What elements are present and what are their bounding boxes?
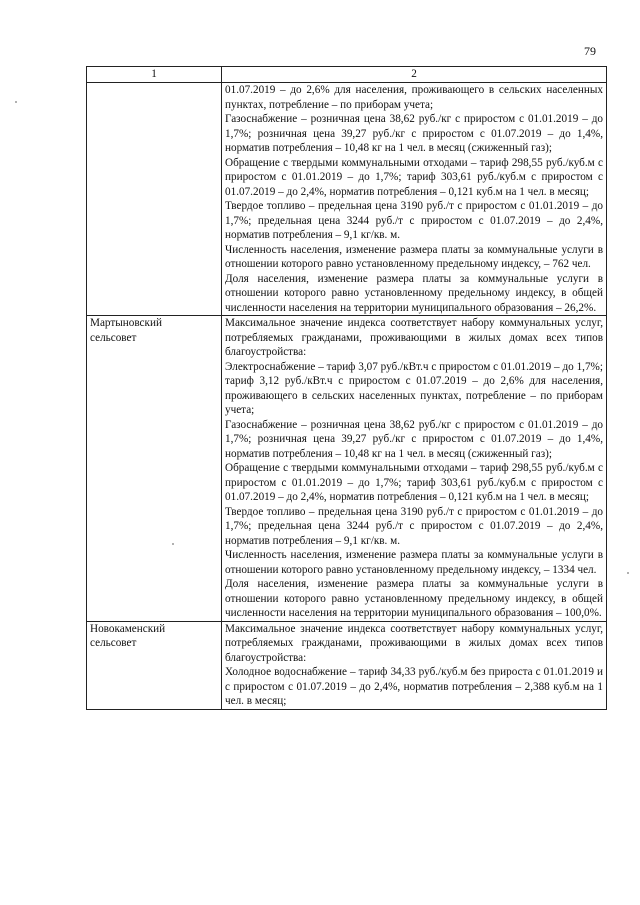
scan-speck xyxy=(627,572,629,574)
municipality-name-line: сельсовет xyxy=(90,331,137,344)
tariff-paragraph: Газоснабжение – розничная цена 38,62 руб./кг с приростом с 01.01.2019 – до 1,7%; розничная цена 39,27 руб./кг с приростом с 01.07.2019 – до 1,4%, норматив потребления – 10,48 кг на 1 чел. в месяц (сжиженный газ); xyxy=(225,113,603,154)
table-row xyxy=(87,621,607,709)
municipality-cell xyxy=(87,621,222,709)
municipality-name-line: сельсовет xyxy=(90,637,137,649)
tariff-description-cell xyxy=(222,316,607,622)
tariff-paragraph: Твердое топливо – предельная цена 3190 руб./т с приростом с 01.01.2019 – до 1,7%; предельная цена 3244 руб./т с приростом с 01.07.2019 – до 2,4%, норматив потребления – 9,1 кг/кв. м. xyxy=(225,200,603,241)
municipality-name-line: Новокаменский xyxy=(90,622,166,635)
table-row xyxy=(87,83,607,316)
column-header-1: 1 xyxy=(87,67,222,83)
municipality-cell xyxy=(87,83,222,316)
tariff-paragraph: Максимальное значение индекса соответствует набору коммунальных услуг, потребляемых гражданами, проживающими в жилых домах всех типов благоустройства: xyxy=(225,317,603,358)
tariff-paragraph: Обращение с твердыми коммунальными отходами – тариф 298,55 руб./куб.м с приростом с 01.01.2019 – до 1,7%; тариф 303,61 руб./куб.м с приростом с 01.07.2019 – до 2,4%, норматив потребления – 0,121 куб.м на 1 чел. в месяц; xyxy=(225,462,603,503)
column-header-2: 2 xyxy=(222,67,607,83)
tariff-description-cell xyxy=(222,621,607,709)
municipality-name-line: Мартыновский xyxy=(90,317,162,329)
tariff-paragraph: Максимальное значение индекса соответствует набору коммунальных услуг, потребляемых гражданами, проживающими в жилых домах всех типов благоустройства: xyxy=(225,622,603,664)
tariff-paragraph: Электроснабжение – тариф 3,07 руб./кВт.ч с приростом с 01.01.2019 – до 1,7%; тариф 3,12 руб./кВт.ч с приростом с 01.07.2019 – до 2,6% для населения, проживающего в сельских населенных пунктах, потребление – по приборам учета; xyxy=(225,360,603,416)
tariff-paragraph: Доля населения, изменение размера платы за коммунальные услуги в отношении которого равно установленному предельному индексу, в общей численности населения на территории муниципального образования – 26,2%. xyxy=(225,272,603,314)
tariff-paragraph: Доля населения, изменение размера платы за коммунальные услуги в отношении которого равно установленному предельному индексу, в общей численности населения на территории муниципального образования – 100,0%. xyxy=(225,578,603,619)
table-row xyxy=(87,316,607,622)
tariff-paragraph: Газоснабжение – розничная цена 38,62 руб./кг с приростом с 01.01.2019 – до 1,7%; розничная цена 39,27 руб./кг с приростом с 01.07.2019 – до 1,4%, норматив потребления – 10,48 кг на 1 чел. в месяц (сжиженный газ); xyxy=(225,418,603,460)
scan-speck xyxy=(15,101,17,103)
table-header-row xyxy=(87,67,607,83)
tariff-paragraph: Обращение с твердыми коммунальными отходами – тариф 298,55 руб./куб.м с приростом с 01.01.2019 – до 1,7%; тариф 303,61 руб./куб.м с приростом с 01.07.2019 – до 2,4%, норматив потребления – 0,121 куб.м на 1 чел. в месяц; xyxy=(225,156,603,198)
municipality-cell xyxy=(87,316,222,622)
scan-speck xyxy=(172,543,174,545)
page-number: 79 xyxy=(584,44,596,58)
tariff-paragraph: 01.07.2019 – до 2,6% для населения, проживающего в сельских населенных пунктах, потребление – по приборам учета; xyxy=(225,84,603,111)
tariff-paragraph: Численность населения, изменение размера платы за коммунальные услуги в отношении которого равно установленному предельному индексу, – 1334 чел. xyxy=(225,549,603,576)
tariff-description-cell xyxy=(222,83,607,316)
tariff-paragraph: Твердое топливо – предельная цена 3190 руб./т с приростом с 01.01.2019 – до 1,7%; предельная цена 3244 руб./т с приростом с 01.07.2019 – до 2,4%, норматив потребления – 9,1 кг/кв. м. xyxy=(225,505,603,547)
tariff-paragraph: Численность населения, изменение размера платы за коммунальные услуги в отношении которого равно установленному предельному индексу, – 762 чел. xyxy=(225,243,603,270)
tariff-table xyxy=(86,66,607,710)
tariff-paragraph: Холодное водоснабжение – тариф 34,33 руб./куб.м без прироста с 01.01.2019 и с приростом с 01.07.2019 – до 2,4%, норматив потребления – 2,388 куб.м на 1 чел. в месяц; xyxy=(225,666,603,707)
